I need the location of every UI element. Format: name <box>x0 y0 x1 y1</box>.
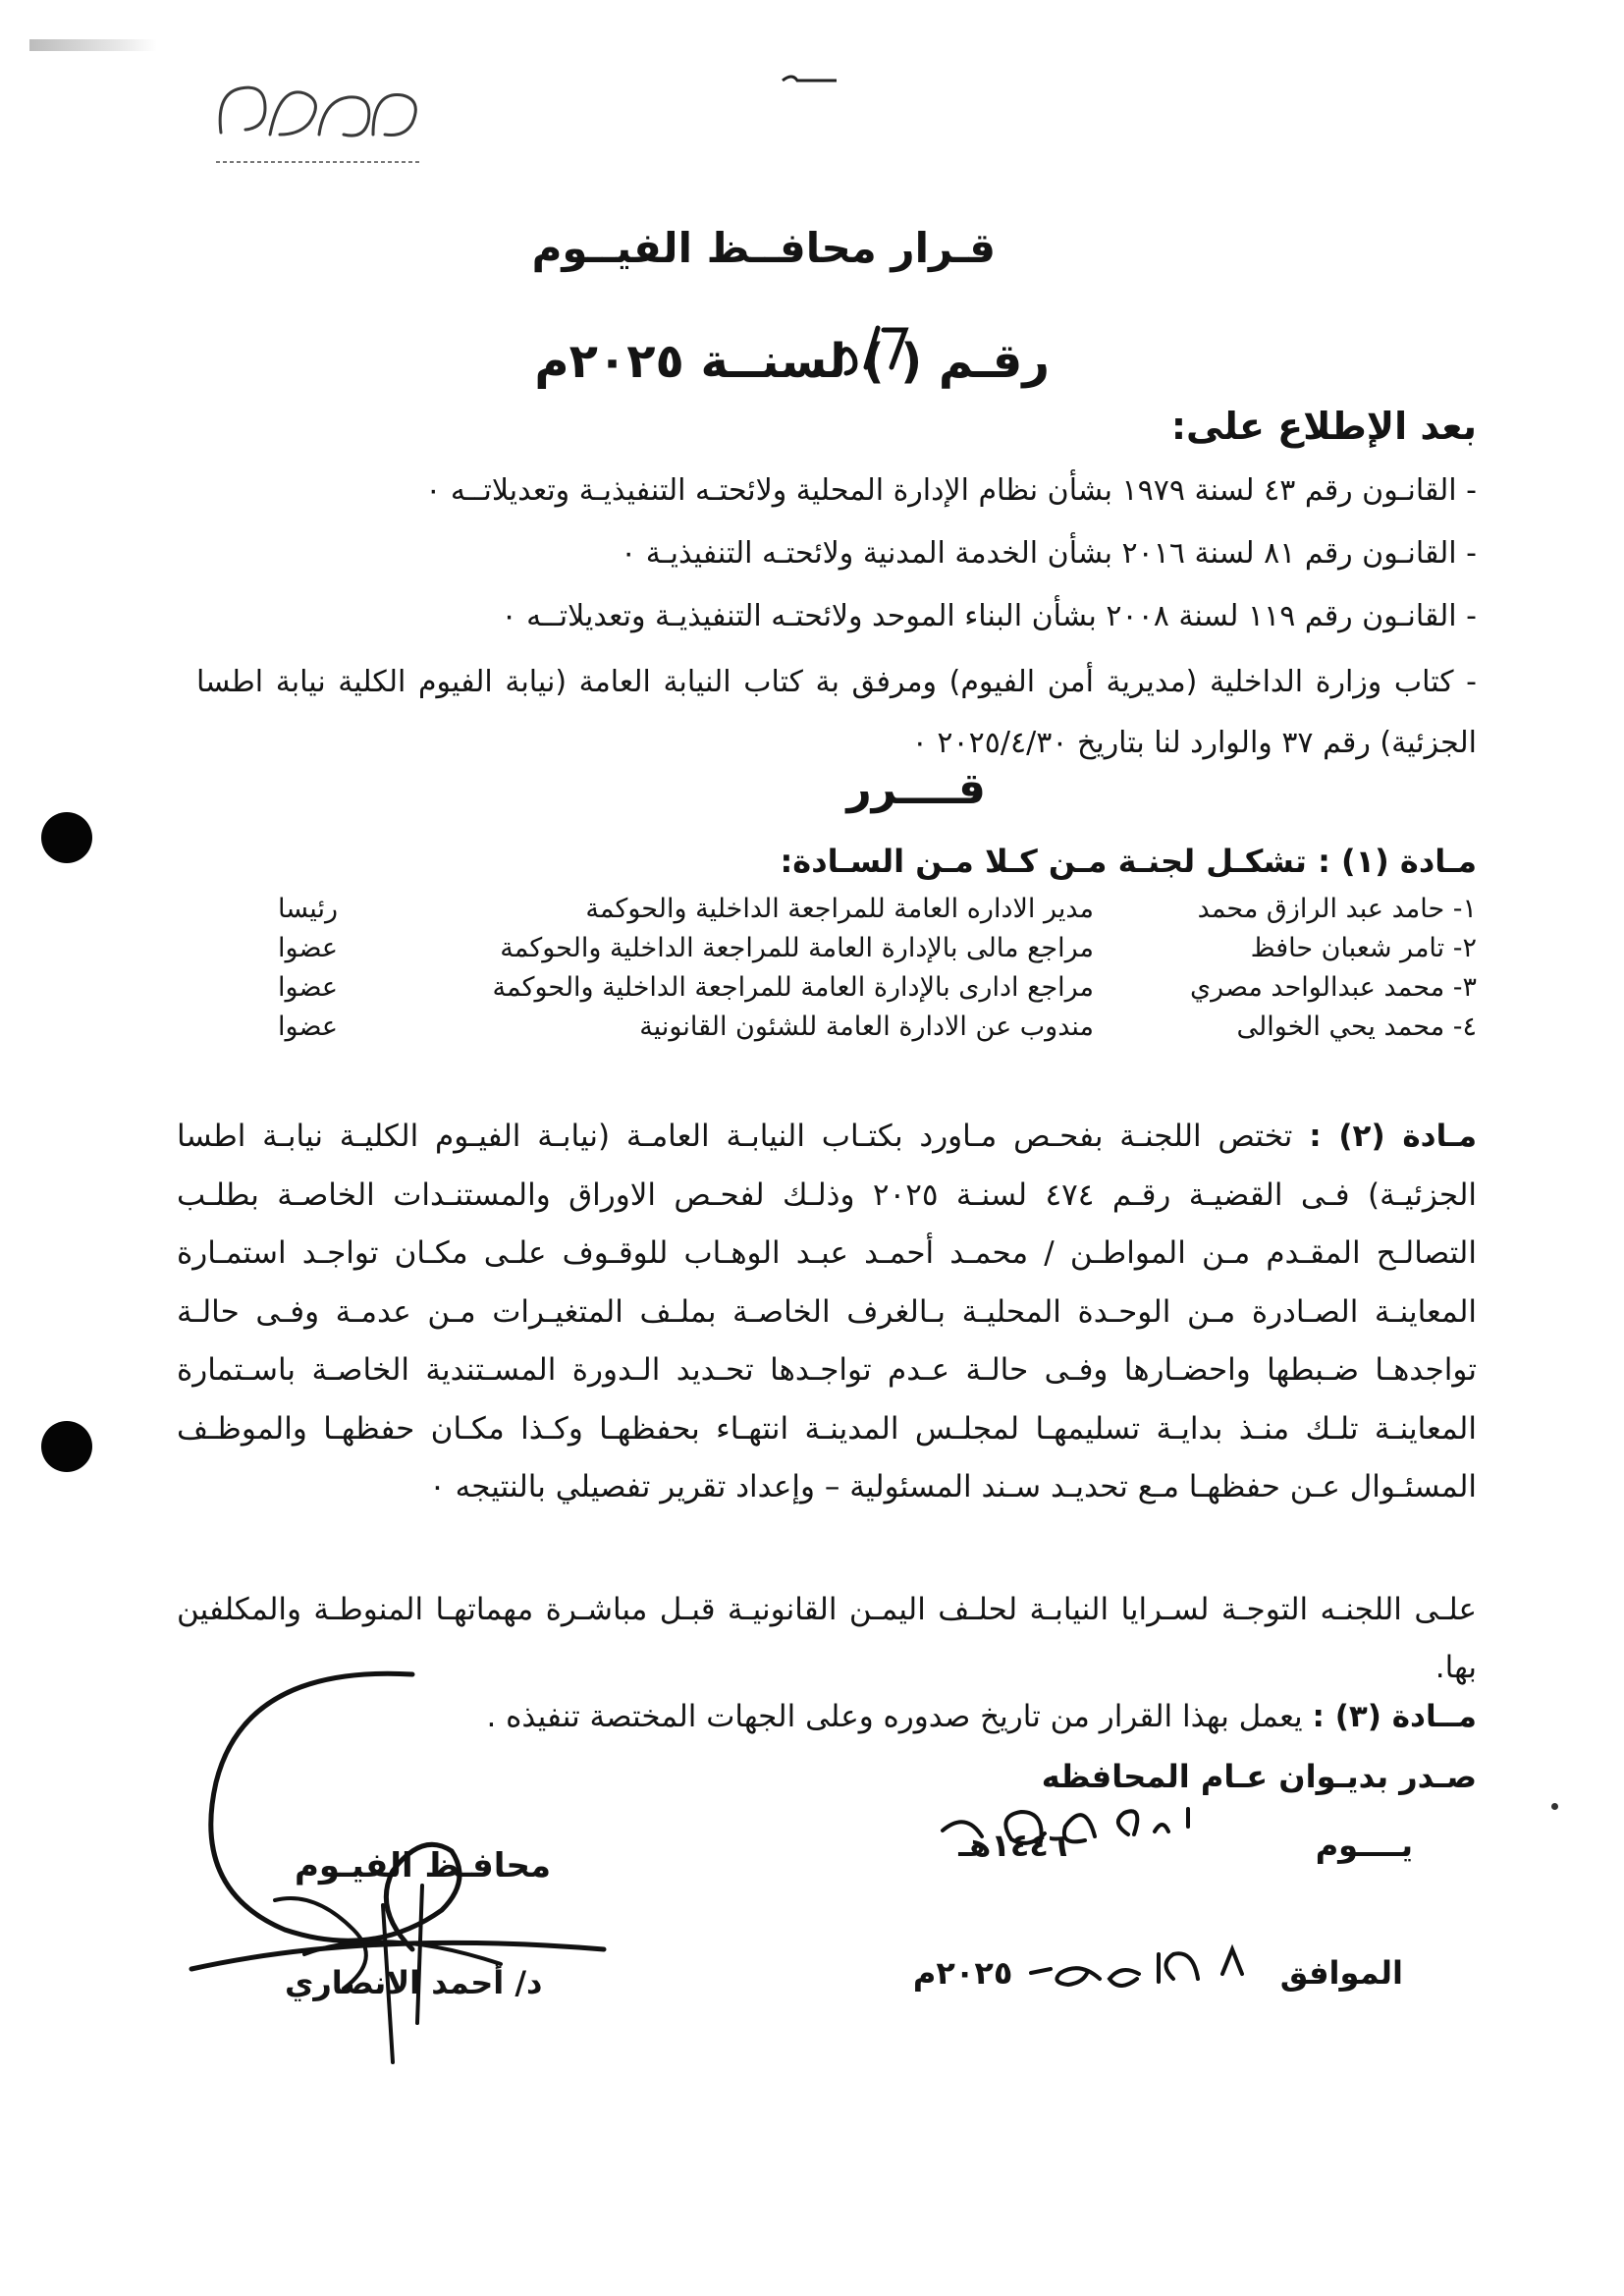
member-position: مندوب عن الادارة العامة للشئون القانونية <box>639 1011 1094 1042</box>
committee-member <box>141 1011 1477 1045</box>
ink-dot <box>1551 1803 1558 1810</box>
handwritten-decree-number <box>827 316 925 385</box>
header-mark <box>781 69 839 88</box>
member-name: ٣- محمد عبدالواحد مصري <box>1189 972 1477 1003</box>
decided-label: قــــرر <box>846 764 986 814</box>
punch-hole <box>41 812 92 863</box>
article-1-heading: مـادة (١) : تشكـل لجنـة مـن كـلا مـن السـادة: <box>780 843 1477 880</box>
decree-title: قـرار محافــظ الفيــوم <box>531 224 996 272</box>
handwritten-gregorian-date <box>1021 1925 1257 1998</box>
preamble-item: - كتاب وزارة الداخلية (مديرية أمن الفيوم) ومرفق بة كتاب النيابة العامة (نيابة الفيوم الكلية نيابة اطسا الجزئية) رقم ٣٧ والوارد لنا بتاريخ ٢٠٢٥/٤/٣٠ ٠ <box>196 665 1477 760</box>
issued-at: صـدر بديـوان عـام المحافظه <box>1041 1758 1477 1795</box>
member-role: عضوا <box>278 933 338 963</box>
member-name: ٢- تامر شعبان حافظ <box>1250 933 1477 963</box>
committee-member <box>141 933 1477 966</box>
article-3 <box>486 1699 1477 1734</box>
member-position: مراجع مالى بالإدارة العامة للمراجعة الداخلية والحوكمة <box>500 933 1094 963</box>
member-role: رئيسا <box>277 894 338 924</box>
committee-member <box>141 894 1477 927</box>
governor-signature <box>187 1660 619 2072</box>
member-position: مدير الاداره العامة للمراجعة الداخلية والحوكمة <box>585 894 1094 924</box>
decree-number: رقـم ( ) لسنــة ٢٠٢٥م <box>534 334 1050 389</box>
oath-note: علـى اللجنـه التوجـة لسـرايا النيابـة لحلـف اليمـن القانونيـة قبـل مباشـرة مهماتهـا المنوطـة والمكلفين بها. <box>177 1592 1477 1685</box>
article-3-label: مــادة (٣) : <box>1312 1699 1477 1734</box>
hijri-date-suffix: ١٤٤٦هـ <box>958 1827 1068 1864</box>
article-3-text: يعمل بهذا القرار من تاريخ صدوره وعلى الجهات المختصة تنفيذه . <box>486 1699 1303 1734</box>
article-2-text: تختص اللجنـة بفحـص مـاورد بكتـاب النيابـة العامـة (نيابـة الفيـوم الكليـة نيابـة اطسا الجزئيـة) فـى القضيـة رقـم ٤٧٤ لسنـة ٢٠٢٥ وذلـك لفحـص الاوراق والمستنـدات الخاصـة بطلـب التصالـح المقـدم مـن المواطـن / محمـد أحمـد عبـد الوهـاب للوقـوف علـى مكـان تواجـد استمـارة المعاينـة الصـادرة مـن الوحـدة المحليـة بـالغرف الخاصـة بملـف المتغيـرات مـن عدمـة وفـى حالـة تواجدهـا ضـبطها واحضـارها وفـى حالـة عـدم تواجـدها تحـديد الـدورة المسـتندية الخاصـة باسـتمارة المعاينـة تلـك منـذ بدايـة تسليمهـا لمجلـس المدينـة انتهـاء بحفظهـا وكـذا مكـان حفظهـا والموظـف المسئـوال عـن حفظهـا مـع تحديـد سـند المسئولية – وإعداد تقرير تفصيلي بالنتيجه ٠ <box>177 1119 1477 1504</box>
preamble-item: - القانـون رقم ٨١ لسنة ٢٠١٦ بشأن الخدمة المدنية ولائحتـه التنفيذيـة ٠ <box>621 536 1477 571</box>
preamble-item: - القانـون رقم ١١٩ لسنة ٢٠٠٨ بشأن البناء الموحد ولائحتـه التنفيذيـة وتعديلاتــه ٠ <box>501 599 1477 633</box>
member-role: عضوا <box>278 972 338 1003</box>
governor-title: محافـظ الفيـوم <box>295 1846 552 1886</box>
member-name: ٤- محمد يحي الخوالى <box>1236 1011 1477 1042</box>
scan-edge <box>29 39 157 51</box>
preamble-item: - القانـون رقم ٤٣ لسنة ١٩٧٩ بشأن نظام الإدارة المحلية ولائحتـه التنفيذيـة وتعديلاتــه ٠ <box>425 473 1477 508</box>
preamble-heading: بعد الإطلاع على: <box>1170 405 1477 448</box>
member-position: مراجع ادارى بالإدارة العامة للمراجعة الداخلية والحوكمة <box>492 972 1094 1003</box>
member-role: عضوا <box>278 1011 338 1042</box>
fayoum-logo <box>201 44 437 191</box>
article-2 <box>177 1108 1477 1517</box>
gregorian-date-suffix: ٢٠٢٥م <box>912 1954 1013 1992</box>
article-2-label: مـادة (٢) : <box>1309 1119 1478 1154</box>
punch-hole <box>41 1421 92 1472</box>
governor-name: د/ أحمد الانصاري <box>285 1964 543 2001</box>
handwritten-hijri-date <box>923 1787 1208 1866</box>
committee-member <box>141 972 1477 1006</box>
member-name: ١- حامد عبد الرازق محمد <box>1197 894 1477 924</box>
gregorian-date-prefix: الموافق <box>1279 1954 1403 1992</box>
hijri-date-prefix: يــــوم <box>1315 1827 1413 1864</box>
